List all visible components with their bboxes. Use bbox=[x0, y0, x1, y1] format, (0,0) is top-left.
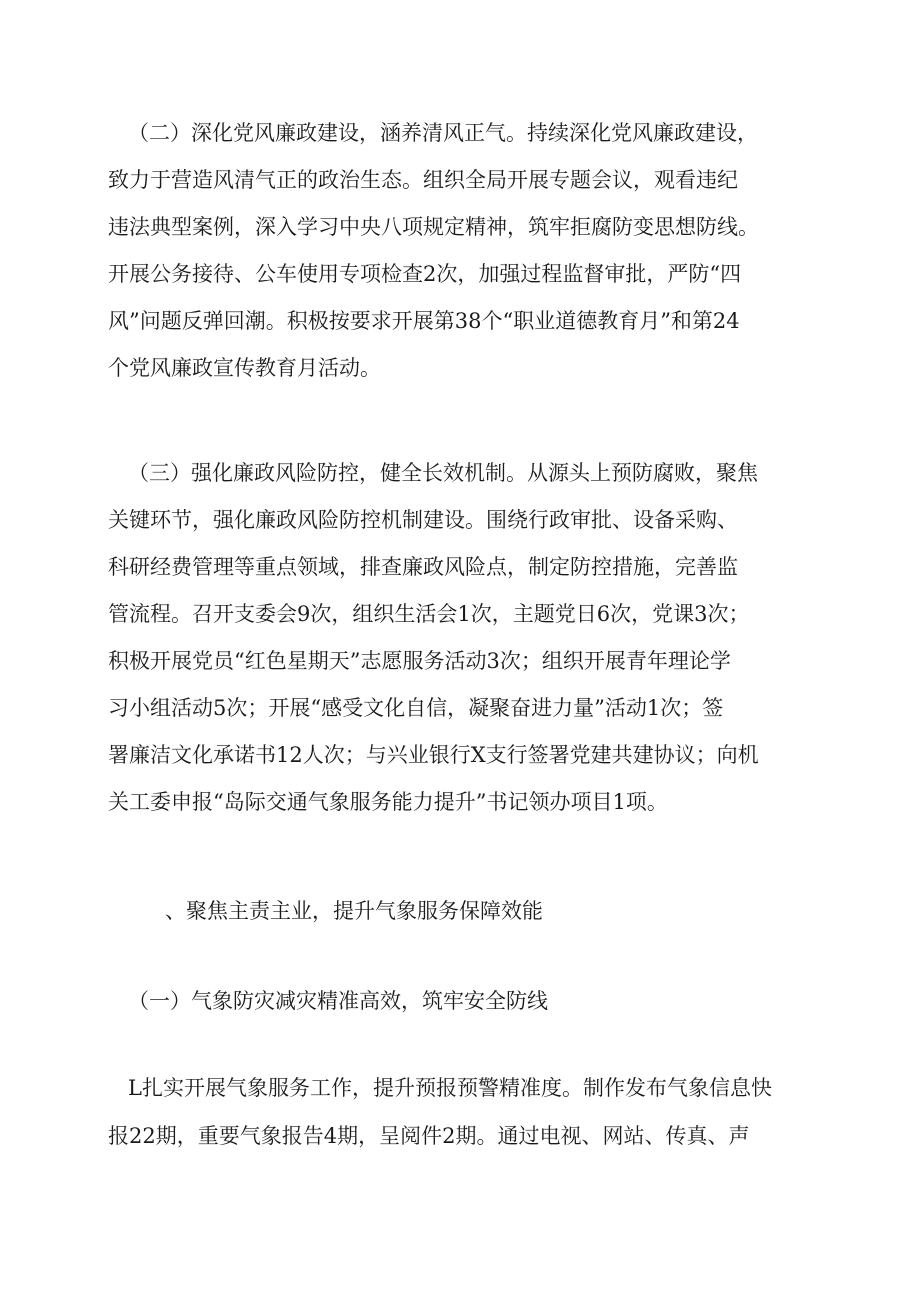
text-line: 科研经费管理等重点领域，排查廉政风险点，制定防控措施，完善监 bbox=[108, 555, 738, 579]
text-line: 违法典型案例，深入学习中央八项规定精神，筑牢拒腐防变思想防线。 bbox=[108, 215, 759, 239]
text-line: 习小组活动5次；开展“感受文化自信，凝聚奋进力量”活动1次；签 bbox=[108, 696, 724, 720]
text-line: 署廉洁文化承诺书12人次；与兴业银行X支行签署党建共建协议；向机 bbox=[108, 743, 759, 767]
text-line: 关工委申报“岛际交通气象服务能力提升”书记领办项目1项。 bbox=[108, 790, 668, 814]
text-line: 报22期，重要气象报告4期，呈阅件2期。通过电视、网站、传真、声 bbox=[108, 1124, 750, 1148]
text-line: （三）强化廉政风险防控，健全长效机制。从源头上预防腐败，聚焦 bbox=[128, 461, 758, 485]
section-heading: 、聚焦主责主业，提升气象服务保障效能 bbox=[165, 899, 543, 923]
text-line: 风”问题反弹回潮。积极按要求开展第38个“职业道德教育月”和第24 bbox=[108, 309, 740, 333]
text-line: 管流程。召开支委会9次，组织生活会1次，主题党日6次，党课3次； bbox=[108, 602, 750, 626]
subsection-heading: （一）气象防灾减灾精准高效，筑牢安全防线 bbox=[128, 989, 548, 1013]
text-line: 关键环节，强化廉政风险防控机制建设。围绕行政审批、设备采购、 bbox=[108, 508, 738, 532]
text-line: 致力于营造风清气正的政治生态。组织全局开展专题会议，观看违纪 bbox=[108, 168, 738, 192]
text-line: 个党风廉政宣传教育月活动。 bbox=[108, 356, 381, 380]
text-line: （二）深化党风廉政建设，涵养清风正气。持续深化党风廉政建设， bbox=[128, 121, 758, 145]
text-line: 开展公务接待、公车使用专项检查2次，加强过程监督审批，严防“四 bbox=[108, 262, 742, 286]
text-line: L扎实开展气象服务工作，提升预报预警精准度。制作发布气象信息快 bbox=[128, 1076, 772, 1100]
text-line: 积极开展党员“红色星期天”志愿服务活动3次；组织开展青年理论学 bbox=[108, 649, 731, 673]
